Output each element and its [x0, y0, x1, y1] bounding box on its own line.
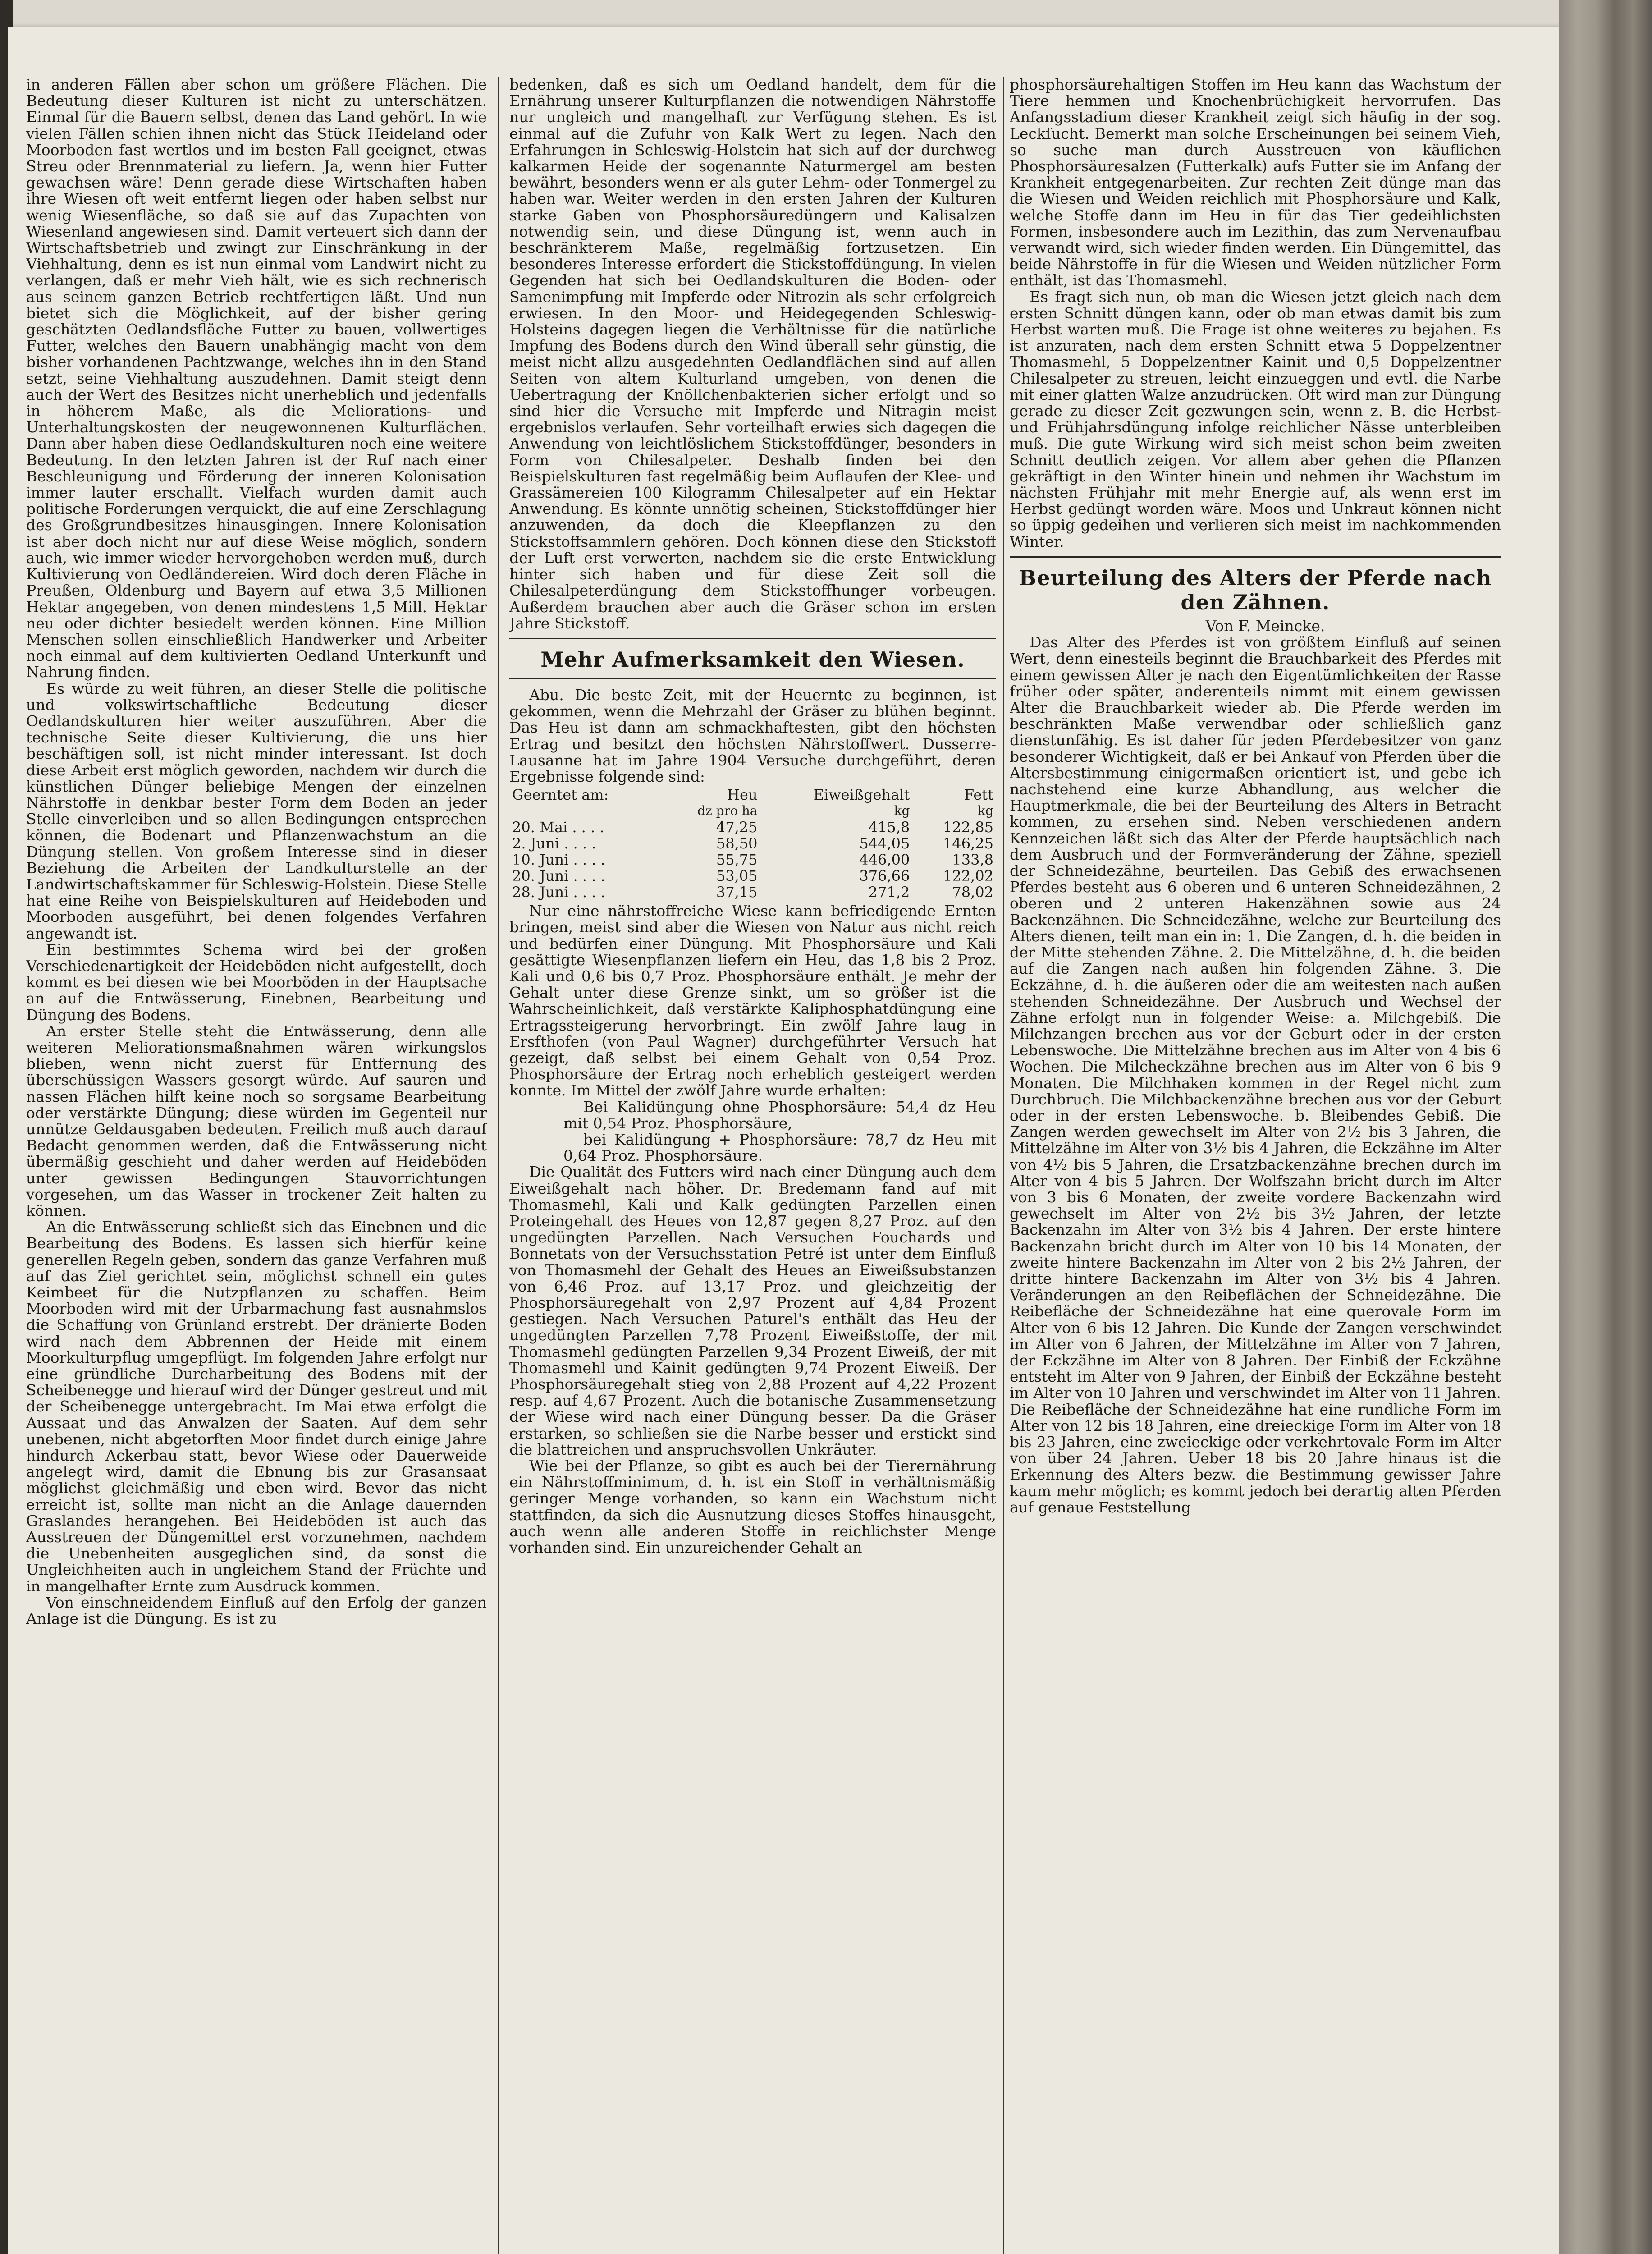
table-units-row — [509, 803, 996, 819]
table-cell: 78,02 — [952, 884, 993, 901]
result-line: Bei Kalidüngung ohne Phosphorsäure: 54,4 dz Heu mit 0,54 Proz. Phosphorsäure, — [563, 1098, 996, 1132]
column-2 — [509, 77, 996, 2254]
section-rule — [1010, 556, 1501, 558]
table-cell: 53,05 — [716, 867, 758, 885]
paragraph: Es würde zu weit führen, an dieser Stelle die politische und volkswirtschaftliche Bedeutung dieser Oedlandskulturen hier weiter auszuführen. Aber die technische Seite dieser Kultivierung, die uns hier beschäftigen soll, ist nicht minder interessant. Ist doch diese Arbeit erst möglich geworden, nachdem wir durch die künstlichen Dünger beliebige Mengen der einzelnen Nährstoffe in denkbar bester Form dem Boden an jeder Stelle einverleiben und so allen Bedingungen entsprechen können, die Bodenart und Pflanzenwachstum an die Düngung stellen. Von großem Interesse sind in dieser Beziehung die Arbeiten der Landkulturstelle an der Landwirtschaftskammer für Schleswig-Holstein. Diese Stelle hat eine Reihe von Beispielskulturen auf Heideboden und Moorboden ausgeführt, bei denen folgendes Verfahren angewandt ist. — [26, 679, 487, 942]
harvest-table — [509, 787, 996, 900]
paragraph: phosphorsäurehaltigen Stoffen im Heu kann das Wachstum der Tiere hemmen und Knochenbrüchigkeit hervorrufen. Das Anfangsstadium dieser Krankheit zeigt sich häufig in der sog. Leckſucht. Bemerkt man solche Erscheinungen bei seinem Vieh, so suche man durch Ausstreuen von käuflichen Phosphorsäuresalzen (Futterkalk) aufs Futter sie im Anfang der Krankheit entgegenarbeiten. Zur rechten Zeit dünge man das die Wiesen und Weiden reichlich mit Phosphorsäure und Kalk, welche Stoffe dann im Heu in für das Tier gedeihlichsten Formen, insbesondere auch im Lezithin, das zum Nervenaufbau verwandt wird, sich wieder finden werden. Ein Düngemittel, das beide Nährstoffe in für die Wiesen und Weiden nützlicher Form enthält, ist das Thomasmehl. — [1010, 77, 1501, 289]
table-header: Eiweißgehalt — [813, 786, 910, 804]
table-header: Heu — [727, 786, 758, 804]
table-cell: 47,25 — [716, 819, 758, 836]
column-1 — [26, 77, 487, 2254]
column-divider — [1003, 77, 1004, 2254]
table-header-row — [509, 787, 996, 803]
author-byline: Von F. Meincke. — [1205, 617, 1325, 635]
article-intro: Abu. Die beste Zeit, mit der Heuernte zu beginnen, ist gekommen, wenn die Mehrzahl der Gräser zu blühen beginnt. Das Heu ist dann am schmackhaftesten, gibt den höchsten Ertrag und besitzt den höchsten Nährstoffwert. Dusserre-Lausanne hat im Jahre 1904 Versuche durchgeführt, deren Ergebnisse folgende sind: — [509, 686, 996, 785]
paragraph: Die Qualität des Futters wird nach einer Düngung auch dem Eiweißgehalt nach höher. Dr. Bredemann fand auf mit Thomasmehl, Kali und Kalk gedüngten Parzellen einen Proteingehalt des Heues von 12,87 gegen 8,27 Proz. auf den ungedüngten Parzellen. Nach Versuchen Fouchards und Bonnetats von der Versuchsstation Petré ist unter dem Einfluß von Thomasmehl der Gehalt des Heues an Eiweißsubstanzen von 6,46 Proz. auf 13,17 Proz. und gleichzeitig der Phosphorsäuregehalt von 2,97 Prozent auf 4,84 Prozent gestiegen. Nach Versuchen Paturel's enthält das Heu der ungedüngten Parzellen 7,78 Prozent Eiweißstoffe, der mit Thomasmehl gedüngten Parzellen 9,34 Prozent Eiweiß, der mit Thomasmehl und Kainit gedüngten 9,74 Prozent Eiweiß. Der Phosphorsäuregehalt stieg von 2,88 Prozent auf 4,22 Prozent resp. auf 4,67 Prozent. Auch die botanische Zusammensetzung der Wiese wird nach einer Düngung besser. Da die Gräser erstarken, so schließen sie die Narbe besser und erstickt sind die blattreichen und anspruchsvollen Unkräuter. — [509, 1163, 996, 1458]
table-cell: 415,8 — [868, 819, 910, 836]
table-cell: 122,02 — [943, 867, 993, 885]
table-row — [509, 884, 996, 900]
table-unit: kg — [978, 803, 993, 819]
paragraph: An die Entwässerung schließt sich das Einebnen und die Bearbeitung des Bodens. Es lassen sich hierfür keine generellen Regeln geben, sondern das ganze Verfahren muß auf das Ziel gerichtet sein, möglichst schnell ein gutes Keimbeet für die Nutzpflanzen zu schaffen. Beim Moorboden wird mit der Urbarmachung fast ausnahmslos die Schaffung von Grünland erstrebt. Der dränierte Boden wird nach dem Abbrennen der Heide mit einem Moorkulturpflug umgepflügt. Im folgenden Jahre erfolgt nur eine gründliche Durcharbeitung des Bodens mit der Scheibenegge und hierauf wird der Dünger gestreut und mit der Scheibenegge untergebracht. Im Mai etwa erfolgt die Aussaat und das Anwalzen der Saaten. Auf dem sehr unebenen, nicht abgetorften Moor findet durch einige Jahre hindurch Ackerbau statt, bevor Wiese oder Dauerweide angelegt wird, damit die Ebnung bis zur Grasansaat möglichst gleichmäßig und eben wird. Bevor das nicht erreicht ist, sollte man nicht an die Anlage dauernden Graslandes herangehen. Bei Heideböden ist auch das Ausstreuen der Düngemittel erst vorzunehmen, nachdem die Unebenheiten ausgeglichen sind, da sonst die Ungleichheiten auch in ungleichem Stand der Früchte und in mangelhafter Ernte zum Ausdruck kommen. — [26, 1218, 487, 1595]
table-cell: 122,85 — [943, 819, 993, 836]
article-headline-pferde: Beurteilung des Alters der Pferde nach den Zähnen. — [1019, 565, 1492, 614]
column-3 — [1010, 77, 1501, 2254]
paragraph: bedenken, daß es sich um Oedland handelt, dem für die Ernährung unserer Kulturpflanzen die notwendigen Nährstoffe nur ungleich und mangelhaft zur Verfügung stehen. Es ist einmal auf die Zufuhr von Kalk Wert zu legen. Nach den Erfahrungen in Schleswig-Holstein hat sich auf der durchweg kalkarmen Heide der sogenannte Naturmergel am besten bewährt, besonders wenn er als guter Lehm- oder Tonmergel zu haben war. Weiter werden in den ersten Jahren der Kulturen starke Gaben von Phosphorsäuredüngern und Kalisalzen notwendig sein, und diese Düngung ist, wenn auch in beschränkterem Maße, regelmäßig fortzusetzen. Ein besonderes Interesse erfordert die Stickstoffdüngung. In vielen Gegenden hat sich bei Oedlandskulturen die Boden- oder Samenimpfung mit Impferde oder Nitrozin als sehr erfolgreich erwiesen. In den Moor- und Heidegegenden Schleswig-Holsteins dagegen liegen die Verhältnisse für die natürliche Impfung des Bodens durch den Wind überall sehr günstig, die meist nicht allzu ausgedehnten Oedlandflächen sind auf allen Seiten von altem Kulturland umgeben, von denen die Uebertragung der Knöllchenbakterien sicher erfolgt und so sind hier die Versuche mit Impferde und Nitragin meist ergebnislos verlaufen. Sehr vorteilhaft erwies sich dagegen die Anwendung von leichtlöslichem Stickstoffdünger, besonders in Form von Chilesalpeter. Deshalb finden bei den Beispielskulturen fast regelmäßig beim Auflaufen der Klee- und Grassämereien 100 Kilogramm Chilesalpeter auf ein Hektar Anwendung. Es könnte unnötig scheinen, Stickstoffdünger hier anzuwenden, da doch die Kleepflanzen zu den Stickstoffsammlern gehören. Doch können diese den Stickstoff der Luft erst verwerten, nachdem sie die erste Entwicklung hinter sich haben und für diese Zeit soll die Chilesalpeterdüngung dem Stickstoffhunger vorbeugen. Außerdem brauchen aber auch die Gräser schon im ersten Jahre Stickstoff. — [509, 77, 996, 632]
table-cell: 20. Mai . . . . — [512, 819, 604, 836]
table-cell: 28. Juni . . . . — [512, 884, 605, 901]
table-header: Fett — [964, 786, 993, 804]
table-cell: 544,05 — [859, 835, 910, 852]
table-cell: 2. Juni . . . . — [512, 835, 596, 852]
table-row — [509, 852, 996, 868]
table-cell: 146,25 — [943, 835, 993, 852]
column-divider — [498, 77, 499, 2254]
table-cell: 133,8 — [952, 851, 993, 869]
table-unit — [509, 803, 662, 819]
table-header: Geerntet am: — [512, 786, 609, 804]
paragraph: in anderen Fällen aber schon um größere Flächen. Die Bedeutung dieser Kulturen ist nicht zu unterschätzen. Einmal für die Bauern selbst, denen das Land gehört. In wie vielen Fällen schien ihnen nicht das Stück Heideland oder Moorboden fast wertlos und im besten Fall geeignet, etwas Streu oder Brennmaterial zu liefern. Ja, wenn hier Futter gewachsen wäre! Denn gerade diese Wirtschaften haben ihre Wiesen oft weit entfernt liegen oder haben selbst nur wenig Wiesenfläche, so daß sie auf das Zupachten von Wiesenland angewiesen sind. Damit verteuert sich dann der Wirtschaftsbetrieb und zwingt zur Einschränkung in der Viehhaltung, denn es ist nun einmal vom Landwirt nicht zu verlangen, daß er mehr Vieh hält, wie es sich rechnerisch aus seinem ganzen Betrieb rechtfertigen läßt. Und nun bietet sich die Möglichkeit, auf der bisher gering geschätzten Oedlandsfläche Futter zu bauen, vollwertiges Futter, welches den Bauern unabhängig macht von dem bisher vorhandenen Pachtzwange, welches ihn in den Stand setzt, seine Viehhaltung auszudehnen. Damit steigt denn auch der Wert des Besitzes nicht unerheblich und jedenfalls in höherem Maße, als die Meliorations- und Unterhaltungskosten der neugewonnenen Kulturflächen. Dann aber haben diese Oedlandskulturen noch eine weitere Bedeutung. In den letzten Jahren ist der Ruf nach einer Beschleunigung und Förderung der inneren Kolonisation immer lauter erschallt. Vielfach wurden damit auch politische Forderungen verquickt, die auf eine Zerschlagung des Großgrundbesitzes hinausgingen. Innere Kolonisation ist aber doch nicht nur auf diese Weise möglich, sondern auch, wie immer wieder hervorgehoben werden muß, durch Kultivierung von Oedländereien. Wird doch deren Fläche in Preußen, Oldenburg und Bayern auf etwa 3,5 Millionen Hektar angegeben, von denen mindestens 1,5 Mill. Hektar neu oder dichter besiedelt werden können. Eine Million Menschen sollen einschließlich Handwerker und Arbeiter noch einmal auf dem kultivierten Oedland Unterkunft und Nahrung finden. — [26, 77, 487, 681]
table-cell: 55,75 — [716, 851, 758, 869]
paragraph: Es fragt sich nun, ob man die Wiesen jetzt gleich nach dem ersten Schnitt düngen kann, oder ob man etwas damit bis zum Herbst warten muß. Die Frage ist ohne weiteres zu bejahen. Es ist anzuraten, nach dem ersten Schnitt etwa 5 Doppelzentner Thomasmehl, 5 Doppelzentner Kainit und 0,5 Doppelzentner Chilesalpeter zu streuen, leicht einzueggen und evtl. die Narbe mit einer glatten Walze anzudrücken. Oft wird man zur Düngung gerade zu dieser Zeit gezwungen sein, wenn z. B. die Herbst- und Frühjahrsdüngung infolge reichlicher Nässe unterbleiben muß. Die gute Wirkung wird sich meist schon beim zweiten Schnitt deutlich zeigen. Vor allem aber gehen die Pflanzen gekräftigt in den Winter hinein und nehmen ihr Wachstum im nächsten Frühjahr mit mehr Energie auf, als wenn erst im Herbst gedüngt worden wäre. Moos und Unkraut können nicht so üppig gedeihen und verlieren sich meist im nachkommenden Winter. — [1010, 288, 1501, 550]
table-row — [509, 835, 996, 852]
table-cell: 37,15 — [716, 884, 758, 901]
table-row — [509, 819, 996, 835]
table-cell: 376,66 — [859, 867, 910, 885]
paragraph: An erster Stelle steht die Entwässerung, denn alle weiteren Meliorationsmaßnahmen wären wirkungslos blieben, wenn nicht zuerst für Entfernung des überschüssigen Wassers gesorgt würde. Auf sauren und nassen Flächen hilft keine noch so sorgsame Bearbeitung oder verstärkte Düngung; diese würden im Gegenteil nur unnütze Geldausgaben bedeuten. Freilich muß auch darauf Bedacht genommen werden, daß die Entwässerung nicht übermäßig geschieht und daher werden auf Heideböden unter gewissen Bedingungen Stauvorrichtungen vorgesehen, um das Wasser in trockener Zeit halten zu können. — [26, 1022, 487, 1220]
table-cell: 10. Juni . . . . — [512, 851, 605, 869]
paragraph: Nur eine nährstoffreiche Wiese kann befriedigende Ernten bringen, meist sind aber die Wiesen von Natur aus nicht reich und bedürfen einer Düngung. Mit Phosphorsäure und Kali gesättigte Wiesenpflanzen liefern ein Heu, das 1,8 bis 2 Proz. Kali und 0,6 bis 0,7 Proz. Phosphorsäure enthält. Je mehr der Gehalt unter diese Grenze sinkt, um so größer ist die Wahrscheinlichkeit, daß verstärkte Kaliphosphatdüngung eine Ertragssteigerung hervorbringt. Ein zwölf Jahre laug in Ersfthofen (von Paul Wagner) durchgeführter Versuch hat gezeigt, daß selbst bei einem Gehalt von 0,54 Proz. Phosphorsäure der Ertrag noch erheblich gesteigert werden konnte. Im Mittel der zwölf Jahre wurde erhalten: — [509, 902, 996, 1100]
page-stack-edge — [1559, 0, 1652, 2254]
table-cell: 446,00 — [859, 851, 910, 869]
table-row — [509, 868, 996, 884]
table-cell: 20. Juni . . . . — [512, 867, 605, 885]
result-line: bei Kalidüngung + Phosphorsäure: 78,7 dz Heu mit 0,64 Proz. Phosphorsäure. — [563, 1130, 996, 1165]
table-cell: 271,2 — [868, 884, 910, 901]
paragraph: Von einschneidendem Einfluß auf den Erfolg der ganzen Anlage ist die Düngung. Es ist zu — [26, 1593, 487, 1628]
table-cell: 58,50 — [716, 835, 758, 852]
paragraph: Wie bei der Pflanze, so gibt es auch bei der Tierernährung ein Nährstoffminimum, d. h. ist ein Stoff in verhältnismäßig geringer Menge vorhanden, so kann ein Wachstum nicht stattfinden, da sich die Ausnutzung dieses Stoffes hinausgeht, auch wenn alle anderen Stoffe in reichlichster Menge vorhanden sind. Ein unzureichender Gehalt an — [509, 1457, 996, 1557]
article-headline-wiesen: Mehr Aufmerksamkeit den Wiesen. — [540, 647, 965, 672]
section-rule — [509, 638, 996, 639]
table-unit: dz pro ha — [697, 803, 758, 819]
paragraph: Das Alter des Pferdes ist von größtem Einfluß auf seinen Wert, denn einesteils beginnt die Brauchbarkeit des Pferdes mit einem gewissen Alter je nach den Eigentümlichkeiten der Rasse früher oder später, anderenteils nimmt mit einem gewissen Alter die Brauchbarkeit wieder ab. Die Pferde werden im beschränkten Maße verwendbar oder schließlich ganz dienstunfähig. Es ist daher für jeden Pferdebesitzer von ganz besonderer Wichtigkeit, daß er bei Ankauf von Pferden über die Altersbestimmung einigermaßen orientiert ist, und gebe ich nachstehend eine kurze Abhandlung, aus welcher die Hauptmerkmale, die bei der Beurteilung des Alters in Betracht kommen, zu ersehen sind. Neben verschiedenen andern Kennzeichen läßt sich das Alter der Pferde hauptsächlich nach dem Ausbruch und der Formveränderung der Zähne, speziell der Schneidezähne, beurteilen. Das Gebiß des erwachsenen Pferdes besteht aus 6 oberen und 6 unteren Schneidezähnen, 2 oberen und 2 unteren Hakenzähnen sowie aus 24 Backenzähnen. Die Schneidezähne, welche zur Beurteilung des Alters dienen, teilt man ein in: 1. Die Zangen, d. h. die beiden in der Mitte stehenden Zähne. 2. Die Mittelzähne, d. h. die beiden auf die Zangen nach außen hin folgenden Zähne. 3. Die Eckzähne, d. h. die äußeren oder die am weitesten nach außen stehenden Schneidezähne. Der Ausbruch und Wechsel der Zähne erfolgt nun in folgender Weise: a. Milchgebiß. Die Milchzangen brechen aus vor der Geburt oder in der ersten Lebenswoche. Die Mittelzähne brechen aus im Alter von 4 bis 6 Wochen. Die Milcheckzähne brechen aus im Alter von 6 bis 9 Monaten. Die Milchhaken kommen in der Regel nicht zum Durchbruch. Die Milchbackenzähne brechen aus vor der Geburt oder in der ersten Lebenswoche. b. Bleibendes Gebiß. Die Zangen werden gewechselt im Alter von 2½ bis 3 Jahren, die Mittelzähne im Alter von 3½ bis 4 Jahren, die Eckzähne im Alter von 4½ bis 5 Jahren, die Ersatzbackenzähne brechen durch im Alter von 4 bis 5 Jahren. Der Wolfszahn bricht durch im Alter von 3 bis 6 Monaten, der zweite vordere Backenzahn wird gewechselt im Alter von 2½ bis 3½ Jahren, der letzte Backenzahn im Alter von 3½ bis 4 Jahren. Der erste hintere Backenzahn bricht durch im Alter von 10 bis 14 Monaten, der zweite hintere Backenzahn im Alter von 2 bis 2½ Jahren, der dritte hintere Backenzahn im Alter von 3½ bis 4 Jahren. Veränderungen an den Reibeflächen der Schneidezähne. Die Reibefläche der Schneidezähne hat eine querovale Form im Alter von 6 bis 12 Jahren. Die Kunde der Zangen verschwindet im Alter von 6 Jahren, der Mittelzähne im Alter von 7 Jahren, der Eckzähne im Alter von 8 Jahren. Der Einbiß der Eckzähne entsteht im Alter von 9 Jahren, der Einbiß der Eckzähne besteht im Alter von 10 Jahren und verschwindet im Alter von 11 Jahren. Die Reibefläche der Schneidezähne hat eine rundliche Form im Alter von 12 bis 18 Jahren, eine dreieckige Form im Alter von 18 bis 23 Jahren, eine zweieckige oder verkehrtovale Form im Alter von über 24 Jahren. Ueber 18 bis 20 Jahre hinaus ist die Erkennung des Alters bezw. die Bestimmung gewisser Jahre kaum mehr möglich; es kommt jedoch bei derartig alten Pferden auf genaue Feststellung — [1010, 633, 1501, 1516]
table-unit: kg — [894, 803, 910, 819]
section-rule — [509, 678, 996, 679]
paragraph: Ein bestimmtes Schema wird bei der großen Verschiedenartigkeit der Heideböden nicht aufgestellt, doch kommt es bei diesen wie bei Moorböden in der Hauptsache an auf die Entwässerung, Einebnen, Bearbeitung und Düngung des Bodens. — [26, 940, 487, 1024]
